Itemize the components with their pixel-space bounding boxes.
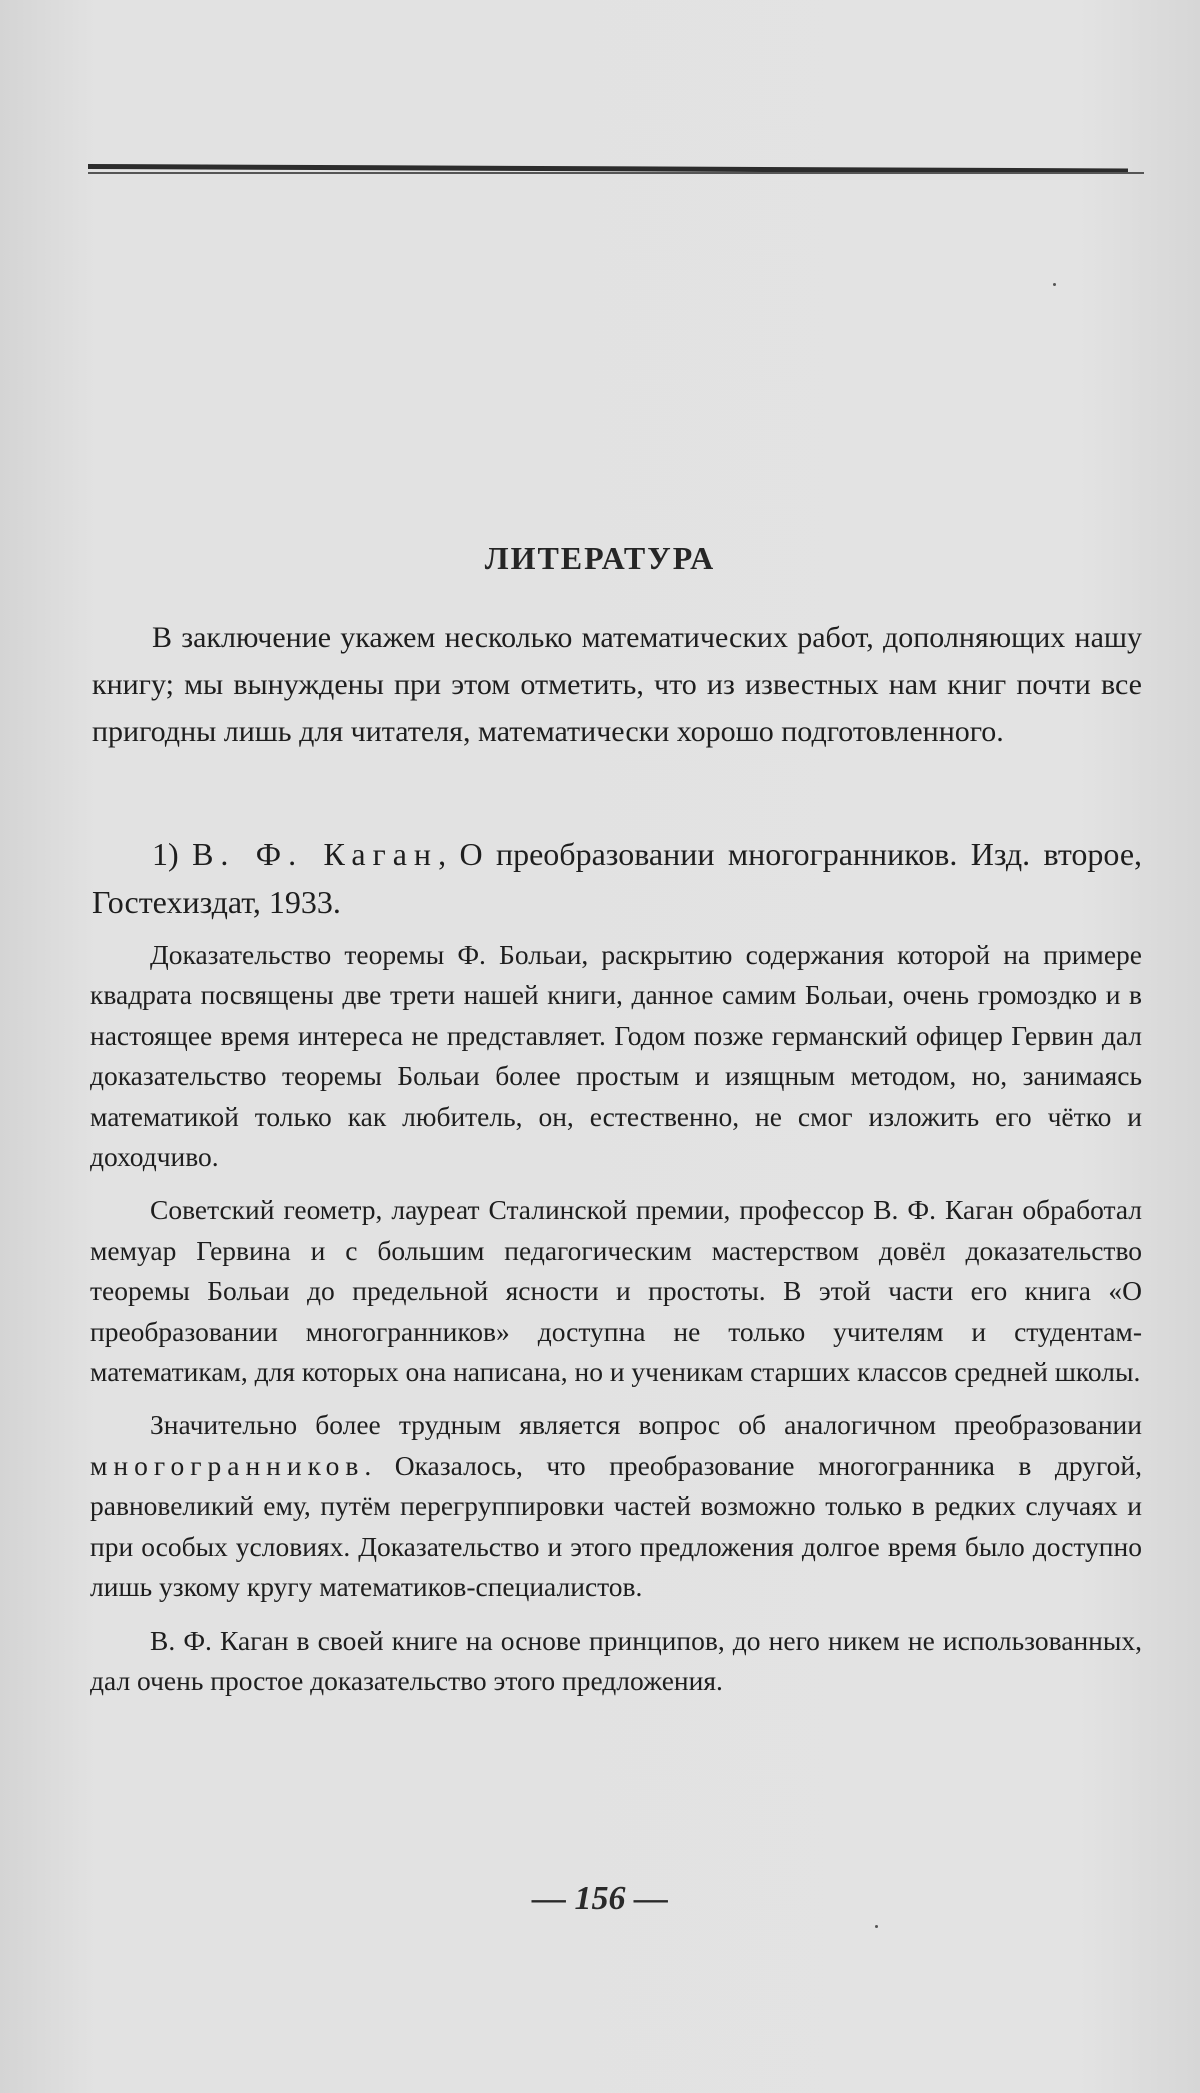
reference-details: , О преобразовании многогранников. Изд. второе, Гостехиздат, 1933. xyxy=(92,836,1143,920)
paragraph-3-after: . Оказалось, что преобразование многогранника в другой, равновеликий ему, путём перегруппировки частей возможно только в редких случаях и при особых условиях. Доказательство и этого предложения долгое время было доступно лишь узкому кругу математиков-специалистов. xyxy=(90,1449,1142,1603)
print-speck xyxy=(1053,283,1056,286)
page-number: — 156 — xyxy=(532,1880,668,1917)
annotation-body xyxy=(90,935,1142,1714)
reference-number: 1) xyxy=(152,836,193,872)
paragraph-3-before: Значительно более трудным является вопрос об аналогичном преобразовании xyxy=(150,1409,1142,1441)
header-rule-thin xyxy=(88,172,1144,174)
header-rule xyxy=(88,162,1144,174)
annotation-paragraph-1: Доказательство теоремы Ф. Больаи, раскрытию содержания которой на примере квадрата посвящены две трети нашей книги, данное самим Больаи, очень громоздко и в настоящее время интереса не представляет. Годом позже германский офицер Гервин дал доказательство теоремы Больаи более простым и изящным методом, но, занимаясь математикой только как любитель, он, естественно, не смог изложить его чётко и доходчиво. xyxy=(90,939,1142,1173)
intro-paragraph: В заключение укажем несколько математических работ, дополняющих нашу книгу; мы вынуждены при этом отметить, что из известных нам книг почти все пригодны лишь для читателя, математически хорошо подготовленного. xyxy=(92,621,1142,748)
annotation-paragraph-2: Советский геометр, лауреат Сталинской премии, профессор В. Ф. Каган обработал мемуар Гервина и с большим педагогическим мастерством довёл доказательство теоремы Больаи до предельной ясности и простоты. В этой части его книга «О преобразовании многогранников» доступна не только учителям и студентам-математикам, для которых она написана, но и ученикам старших классов средней школы. xyxy=(90,1194,1142,1388)
paragraph-3-spaced: многогранников xyxy=(90,1449,365,1481)
reference-entry xyxy=(92,830,1142,926)
print-speck xyxy=(875,1925,878,1928)
section-title: ЛИТЕРАТУРА xyxy=(484,540,716,576)
reference-author: В. Ф. Каган xyxy=(192,836,439,872)
annotation-paragraph-4: В. Ф. Каган в своей книге на основе принципов, до него никем не использованных, дал очень простое доказательство этого предложения. xyxy=(90,1624,1142,1696)
annotation-paragraph-3 xyxy=(90,1405,1142,1607)
